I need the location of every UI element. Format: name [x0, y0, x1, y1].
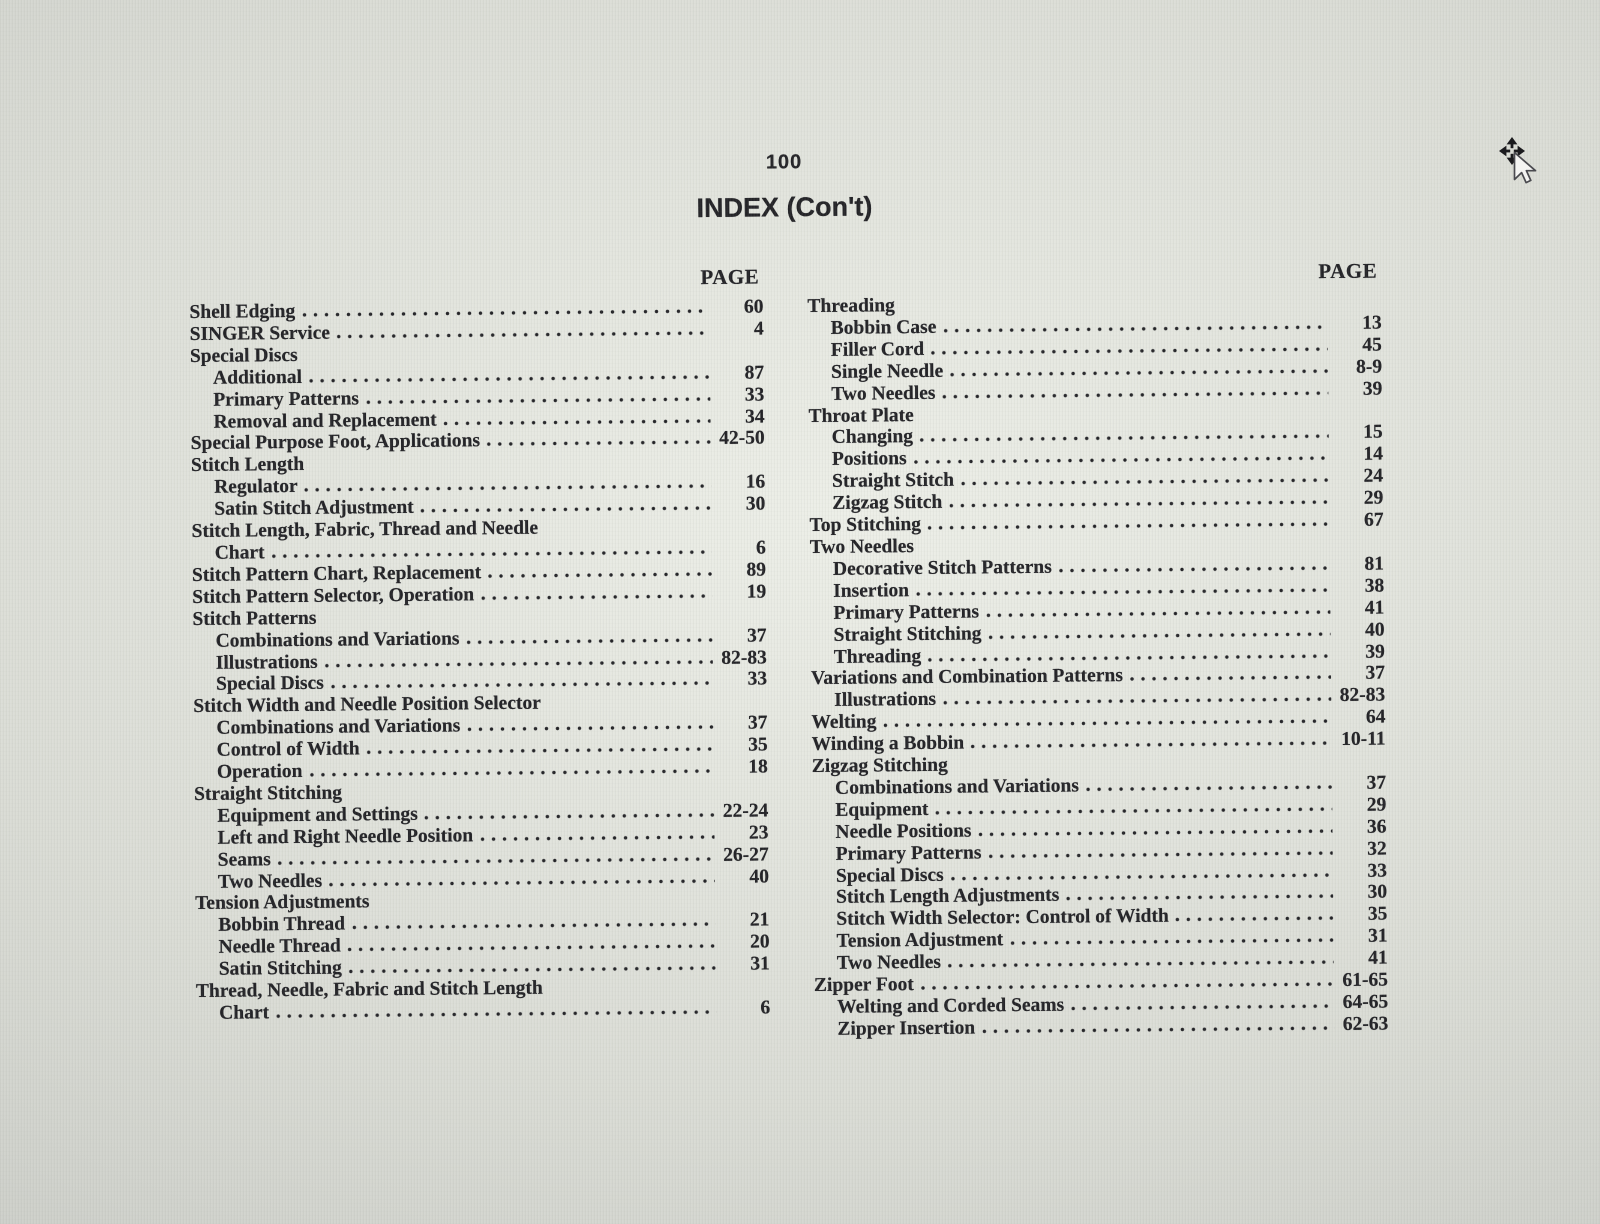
entry-page-number: 32	[1367, 838, 1387, 860]
entry-page-number: 82-83	[1339, 684, 1386, 707]
dot-leader	[487, 440, 711, 446]
entry-label: Straight Stitching	[194, 782, 343, 805]
dot-leader	[1066, 895, 1333, 902]
entry-label: Tension Adjustments	[195, 891, 370, 915]
dot-leader	[352, 922, 715, 929]
entry-page-number: 24	[1363, 465, 1384, 487]
entry-label: Needle Thread	[218, 935, 341, 959]
entry-label: Primary Patterns	[835, 842, 982, 865]
entry-page-number: 19	[746, 581, 767, 603]
entry-label: Regulator	[214, 476, 298, 499]
move-pointer-cursor-icon	[1498, 136, 1546, 194]
dot-leader	[1059, 566, 1330, 573]
entry-page-number: 26-27	[723, 844, 769, 866]
entry-label: Removal and Replacement	[213, 409, 437, 433]
entry-label: Throat Plate	[808, 404, 914, 427]
entry-label: Additional	[213, 366, 303, 389]
entry-label: Filler Cord	[830, 338, 925, 361]
dot-leader	[337, 331, 710, 339]
index-entry-row	[814, 1013, 1388, 1040]
entry-page-number: 67	[1363, 509, 1384, 531]
entry-label: Welting	[811, 711, 877, 734]
entry-page-number: 38	[1364, 575, 1385, 597]
entry-label: Tension Adjustment	[836, 929, 1004, 953]
entry-page-number: 35	[1367, 903, 1388, 926]
entry-page-number: 30	[745, 493, 766, 515]
entry-label: Straight Stitch	[832, 469, 955, 493]
entry-page-number: 60	[743, 296, 764, 318]
entry-page-number: 64	[1365, 706, 1386, 728]
entry-label: Primary Patterns	[833, 601, 980, 624]
dot-leader	[272, 550, 712, 558]
dot-leader	[276, 1010, 716, 1018]
dot-leader	[302, 309, 709, 317]
entry-label: Seams	[217, 848, 271, 871]
entry-page-number: 33	[1367, 860, 1387, 882]
entry-label: Combinations and Variations	[216, 715, 461, 739]
entry-label: Decorative Stitch Patterns	[832, 556, 1052, 580]
entry-label: Top Stitching	[809, 514, 922, 537]
entry-page-number: 39	[1365, 641, 1385, 663]
entry-page-number: 16	[745, 471, 766, 493]
entry-label: Left and Right Needle Position	[217, 825, 474, 849]
entry-page-number: 37	[747, 712, 768, 734]
dot-leader	[950, 369, 1328, 377]
entry-label: Zipper Foot	[813, 974, 914, 997]
entry-page-number: 40	[1364, 619, 1385, 641]
dot-leader	[310, 769, 714, 777]
entry-page-number: 37	[1366, 772, 1387, 794]
entry-page-number: 62-63	[1342, 1013, 1389, 1035]
dot-leader	[951, 873, 1333, 881]
entry-page-number: 22-24	[722, 800, 769, 822]
dot-leader	[367, 747, 714, 754]
entry-label: Satin Stitch Adjustment	[214, 497, 414, 520]
dot-leader	[444, 419, 711, 426]
entry-label: Stitch Pattern Selector, Operation	[192, 584, 475, 608]
entry-label: Special Purpose Foot, Applications	[190, 430, 481, 455]
entry-page-number: 41	[1368, 947, 1388, 969]
entry-label: Illustrations	[215, 651, 318, 674]
dot-leader	[943, 697, 1331, 705]
entry-page-number: 21	[749, 909, 770, 932]
entry-label: Stitch Patterns	[192, 607, 317, 630]
dot-leader	[305, 484, 712, 492]
entry-page-number: 45	[1362, 334, 1382, 356]
dot-leader	[325, 659, 713, 667]
entry-page-number: 35	[748, 734, 768, 756]
entry-label: Chart	[214, 542, 265, 564]
entry-label: Shell Edging	[189, 300, 296, 323]
dot-leader	[936, 807, 1333, 815]
entry-page-number: 4	[753, 318, 764, 340]
dot-leader	[366, 397, 710, 404]
entry-page-number: 10-11	[1341, 728, 1386, 751]
entry-label: Satin Stitching	[218, 957, 342, 980]
entry-page-number: 40	[749, 866, 770, 888]
dot-leader	[978, 829, 1332, 836]
entry-label: Two Needles	[831, 382, 936, 405]
manual-index-page	[188, 147, 1388, 1047]
dot-leader	[948, 960, 1334, 968]
entry-label: Zigzag Stitch	[832, 491, 943, 514]
entry-page-number: 29	[1363, 487, 1384, 509]
dot-leader	[466, 638, 712, 644]
dot-leader	[309, 375, 710, 383]
dot-leader	[914, 456, 1329, 464]
entry-page-number: 30	[1367, 881, 1388, 904]
dot-leader	[988, 851, 1332, 858]
entry-label: Special Discs	[215, 673, 324, 696]
entry-page-number: 18	[748, 756, 768, 778]
entry-label: Bobbin Case	[830, 316, 937, 339]
entry-page-number: 82-83	[721, 646, 767, 669]
entry-label: Stitch Width Selector: Control of Width	[836, 905, 1169, 931]
entry-page-number: 37	[1365, 662, 1386, 685]
entry-label: Equipment and Settings	[217, 803, 418, 827]
dot-leader	[942, 391, 1328, 399]
dot-leader	[883, 719, 1331, 727]
dot-leader	[348, 944, 716, 952]
entry-label: Two Needles	[836, 951, 942, 974]
entry-label: Changing	[831, 426, 914, 449]
entry-label: Zigzag Stitching	[811, 754, 948, 778]
entry-label: Insertion	[833, 579, 910, 602]
entry-label: Needle Positions	[835, 820, 972, 843]
dot-leader	[971, 741, 1332, 748]
entry-label: Winding a Bobbin	[811, 732, 965, 756]
dot-leader	[1130, 675, 1331, 681]
dot-leader	[931, 347, 1328, 355]
entry-label: Combinations and Variations	[215, 628, 460, 652]
entry-page-number: 31	[1367, 925, 1388, 947]
entry-page-number: 36	[1366, 816, 1387, 838]
dot-leader	[928, 654, 1331, 662]
entry-page-number: 41	[1364, 597, 1385, 619]
dot-leader	[943, 325, 1327, 333]
dot-leader	[916, 588, 1330, 596]
entry-page-number: 13	[1362, 312, 1382, 334]
entry-page-number: 89	[746, 559, 767, 581]
entry-label: Special Discs	[835, 864, 944, 887]
dot-leader	[961, 478, 1329, 486]
entry-label: Illustrations	[834, 689, 937, 712]
entry-label: Special Discs	[189, 344, 298, 367]
entry-label: Control of Width	[216, 738, 360, 761]
entry-label: Zipper Insertion	[837, 1017, 976, 1040]
entry-label: Stitch Length Adjustments	[836, 885, 1060, 909]
dot-leader	[1086, 785, 1332, 791]
entry-page-number: 64-65	[1342, 991, 1389, 1013]
entry-label: Stitch Length	[190, 454, 305, 477]
entry-label: Positions	[831, 448, 907, 471]
dot-leader	[488, 572, 712, 578]
dot-leader	[1176, 916, 1334, 922]
page-title: INDEX (Con't)	[696, 191, 873, 224]
dot-leader	[421, 506, 712, 513]
dot-leader	[349, 966, 716, 974]
entry-label: Threading	[833, 645, 922, 668]
entry-label: Stitch Pattern Chart, Replacement	[191, 562, 482, 586]
index-entries-left	[189, 296, 770, 1024]
dot-leader	[989, 632, 1331, 639]
dot-leader	[425, 813, 715, 820]
dot-leader	[982, 1026, 1334, 1033]
entry-label: Two Needles	[809, 536, 915, 559]
dot-leader	[921, 982, 1334, 990]
dot-leader	[480, 835, 714, 841]
entry-page-number: 42-50	[719, 427, 765, 450]
entry-label: Operation	[216, 760, 303, 783]
entry-label: Welting and Corded Seams	[837, 994, 1065, 1018]
index-column-left	[189, 266, 770, 1046]
entry-label: Variations and Combination Patterns	[810, 665, 1123, 690]
entry-page-number: 8-9	[1355, 356, 1383, 378]
entry-page-number: 31	[750, 953, 770, 975]
entry-page-number: 33	[747, 668, 768, 691]
page-column-header-right: PAGE	[1318, 258, 1378, 284]
entry-page-number: 61-65	[1342, 969, 1389, 992]
entry-page-number: 37	[747, 625, 767, 647]
entry-label: Single Needle	[830, 360, 944, 383]
dot-leader	[331, 681, 713, 689]
dot-leader	[986, 610, 1330, 617]
dot-leader	[481, 594, 712, 600]
entry-label: Stitch Width and Needle Position Selector	[193, 692, 541, 718]
page-column-header-left: PAGE	[700, 264, 760, 290]
entry-page-number: 15	[1363, 421, 1383, 444]
entry-label: Chart	[219, 1002, 270, 1024]
entry-page-number: 81	[1364, 553, 1385, 575]
entry-page-number: 23	[748, 822, 769, 844]
index-columns	[189, 258, 1389, 1047]
entry-page-number: 20	[749, 931, 770, 953]
dot-leader	[1010, 938, 1333, 945]
entry-label: Combinations and Variations	[834, 775, 1079, 799]
entry-label: Threading	[807, 295, 895, 318]
dot-leader	[278, 857, 715, 865]
entry-page-number: 39	[1362, 378, 1383, 400]
entry-label: Equipment	[835, 798, 929, 821]
entry-label: Thread, Needle, Fabric and Stitch Length	[195, 977, 543, 1003]
entry-page-number: 34	[744, 406, 765, 428]
dot-leader	[467, 725, 713, 731]
entry-page-number: 6	[760, 997, 771, 1019]
entry-page-number: 87	[744, 362, 765, 384]
entry-label: SINGER Service	[189, 322, 331, 345]
entry-page-number: 29	[1366, 794, 1387, 816]
entry-page-number: 33	[744, 384, 765, 406]
entry-label: Stitch Length, Fabric, Thread and Needle	[191, 517, 539, 543]
entry-label: Bobbin Thread	[218, 913, 346, 937]
entry-page-number: 6	[755, 537, 766, 559]
index-entries-right	[807, 291, 1388, 1041]
pointer-arrow-icon	[1515, 153, 1536, 183]
dot-leader	[329, 879, 715, 887]
index-column-right	[807, 258, 1389, 1041]
entry-page-number: 14	[1363, 443, 1384, 466]
dot-leader	[949, 500, 1329, 508]
dot-leader	[1071, 1004, 1334, 1011]
entry-label: Two Needles	[217, 870, 323, 893]
entry-label: Straight Stitching	[833, 622, 982, 646]
dot-leader	[920, 435, 1329, 443]
dot-leader	[928, 522, 1330, 530]
page-number: 100	[765, 151, 803, 174]
entry-label: Primary Patterns	[213, 387, 360, 411]
